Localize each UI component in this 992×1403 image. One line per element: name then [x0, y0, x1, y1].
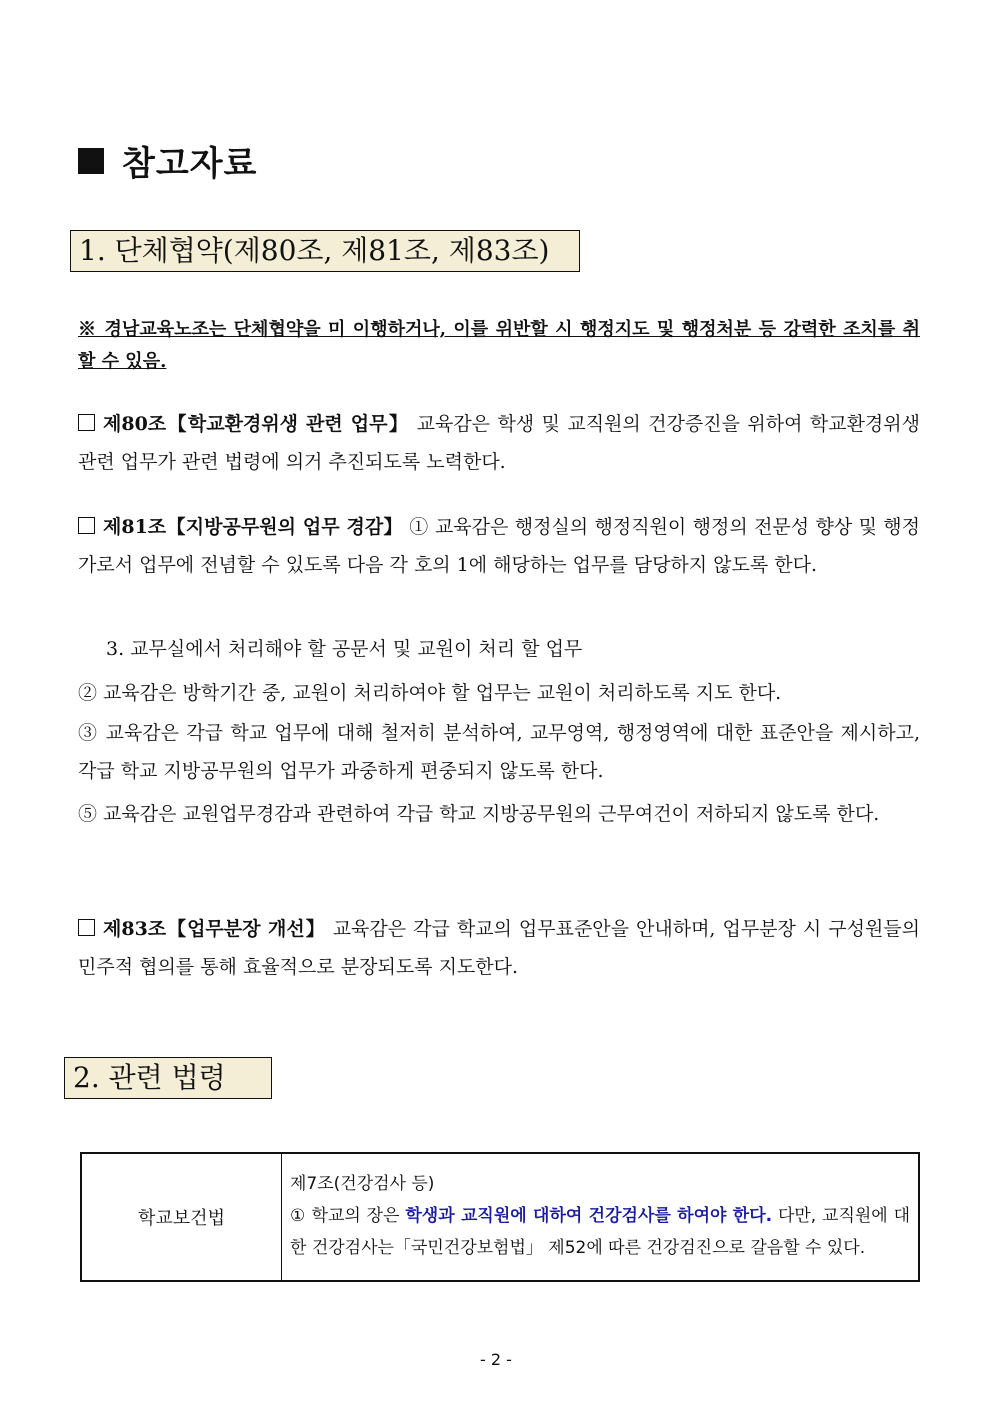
- page-title: [78, 136, 257, 185]
- article-80: [78, 405, 920, 481]
- article-81-p2: ② 교육감은 방학기간 중, 교원이 처리하여야 할 업무는 교원이 처리하도록 지도 한다.: [78, 682, 782, 704]
- law-article-text: [290, 1200, 910, 1264]
- article-80-head: 제80조【학교환경위생 관련 업무】: [103, 413, 410, 435]
- article-80-text: 교육감은 학생 및 교직원의 건강증진을 위하여 학교환경위생 관련 업무가 관련 법령에 의거 추진되도록 노력한다.: [78, 413, 920, 473]
- law-body-cell: [282, 1153, 920, 1281]
- article-83-head: 제83조【업무분장 개선】: [103, 918, 326, 940]
- article-81-p5: ⑤ 교육감은 교원업무경감과 관련하여 각급 학교 지방공무원의 근무여건이 저하되지 않도록 한다.: [78, 803, 880, 825]
- notice-text: ※ 경남교육노조는 단체협약을 미 이행하거나, 이를 위반할 시 행정지도 및 행정처분 등 강력한 조치를 취할 수 있음.: [78, 319, 920, 372]
- section2-heading: 2. 관련 법령: [64, 1057, 272, 1099]
- law-text-pre: ① 학교의 장은: [290, 1206, 406, 1226]
- checkbox-square-icon: [78, 919, 95, 936]
- law-text-post: 다만, 교직원에 대한 건강검사는「국민건강보험법」 제52에 따른 건강검진으로 갈음할 수 있다.: [290, 1206, 911, 1258]
- article-81-p1: ① 교육감은 행정실의 행정직원이 행정의 전문성 향상 및 행정가로서 업무에 전념할 수 있도록 다음 각 호의 1에 해당하는 업무를 담당하지 않도록 한다.: [78, 516, 921, 576]
- law-name-cell: 학교보건법: [81, 1153, 282, 1281]
- law-table: [80, 1152, 920, 1282]
- article-81-item3: 3. 교무실에서 처리해야 할 공문서 및 교원이 처리 할 업무: [106, 638, 583, 660]
- article-83: [78, 910, 920, 986]
- article-81-p3: ③ 교육감은 각급 학교 업무에 대해 철저히 분석하여, 교무영역, 행정영역에 대한 표준안을 제시하고, 각급 학교 지방공무원의 업무가 과중하게 편중되지 않도록 한다.: [78, 722, 920, 782]
- article-83-text: 교육감은 각급 학교의 업무표준안을 안내하며, 업무분장 시 구성원들의 민주적 협의를 통해 효율적으로 분장되도록 지도한다.: [78, 918, 921, 978]
- article-81-head: 제81조【지방공무원의 업무 경감】: [103, 516, 403, 538]
- table-row: [81, 1153, 919, 1281]
- black-square-icon: [78, 148, 104, 174]
- checkbox-square-icon: [78, 414, 95, 431]
- law-article-title: 제7조(건강검사 등): [290, 1174, 435, 1194]
- section1-heading: 1. 단체협약(제80조, 제81조, 제83조): [70, 230, 580, 272]
- page-title-text: 참고자료: [122, 144, 258, 184]
- article-81: [78, 508, 920, 584]
- checkbox-square-icon: [78, 517, 95, 534]
- page-number: - 2 -: [480, 1350, 512, 1369]
- law-text-highlight: 학생과 교직원에 대하여 건강검사를 하여야 한다.: [405, 1206, 773, 1226]
